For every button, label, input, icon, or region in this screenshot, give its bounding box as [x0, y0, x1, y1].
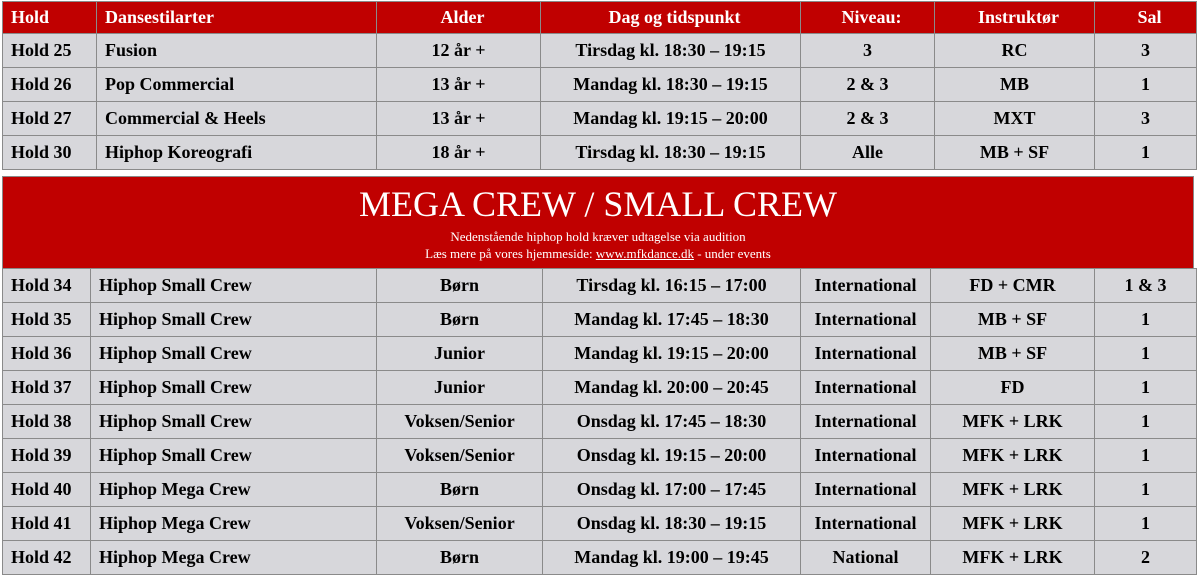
- table-row: [3, 439, 1197, 473]
- cell-time: Tirsdag kl. 16:15 – 17:00: [543, 269, 801, 303]
- cell-instructor: MFK + LRK: [931, 541, 1095, 575]
- cell-time: Tirsdag kl. 18:30 – 19:15: [541, 136, 801, 170]
- cell-time: Mandag kl. 20:00 – 20:45: [543, 371, 801, 405]
- cell-time: Onsdag kl. 18:30 – 19:15: [543, 507, 801, 541]
- header-age: Alder: [377, 2, 541, 34]
- cell-age: Voksen/Senior: [377, 507, 543, 541]
- cell-instructor: MFK + LRK: [931, 473, 1095, 507]
- cell-hold: Hold 36: [3, 337, 91, 371]
- mega-small-crew-banner: [2, 176, 1194, 269]
- cell-room: 1: [1095, 136, 1197, 170]
- cell-style: Hiphop Mega Crew: [91, 541, 377, 575]
- cell-level: International: [801, 303, 931, 337]
- table-row: [3, 473, 1197, 507]
- cell-time: Mandag kl. 18:30 – 19:15: [541, 68, 801, 102]
- cell-age: 18 år +: [377, 136, 541, 170]
- cell-style: Hiphop Small Crew: [91, 405, 377, 439]
- cell-hold: Hold 35: [3, 303, 91, 337]
- header-instructor: Instruktør: [935, 2, 1095, 34]
- cell-time: Mandag kl. 17:45 – 18:30: [543, 303, 801, 337]
- header-day-time: Dag og tidspunkt: [541, 2, 801, 34]
- schedule-table-bottom: [2, 268, 1197, 575]
- banner-website-suffix: - under events: [693, 246, 771, 261]
- table-row: [3, 34, 1197, 68]
- cell-style: Hiphop Koreografi: [97, 136, 377, 170]
- banner-audition-note: Nedenstående hiphop hold kræver udtagelse via audition: [450, 229, 746, 244]
- cell-instructor: MB + SF: [931, 337, 1095, 371]
- cell-level: International: [801, 371, 931, 405]
- cell-hold: Hold 42: [3, 541, 91, 575]
- cell-time: Onsdag kl. 17:00 – 17:45: [543, 473, 801, 507]
- table-row: [3, 541, 1197, 575]
- table-row: [3, 303, 1197, 337]
- cell-time: Tirsdag kl. 18:30 – 19:15: [541, 34, 801, 68]
- table-row: [3, 337, 1197, 371]
- cell-instructor: MFK + LRK: [931, 405, 1095, 439]
- cell-hold: Hold 40: [3, 473, 91, 507]
- cell-age: Børn: [377, 269, 543, 303]
- cell-age: 12 år +: [377, 34, 541, 68]
- cell-room: 1: [1095, 439, 1197, 473]
- table-row: [3, 371, 1197, 405]
- cell-time: Mandag kl. 19:15 – 20:00: [543, 337, 801, 371]
- cell-room: 1: [1095, 68, 1197, 102]
- header-row: [3, 2, 1197, 34]
- cell-style: Commercial & Heels: [97, 102, 377, 136]
- banner-website-note: [3, 245, 1193, 262]
- table-row: [3, 136, 1197, 170]
- cell-style: Hiphop Small Crew: [91, 439, 377, 473]
- cell-age: Voksen/Senior: [377, 405, 543, 439]
- cell-instructor: RC: [935, 34, 1095, 68]
- cell-level: Alle: [801, 136, 935, 170]
- cell-level: 3: [801, 34, 935, 68]
- cell-style: Hiphop Small Crew: [91, 337, 377, 371]
- cell-instructor: MFK + LRK: [931, 507, 1095, 541]
- cell-style: Pop Commercial: [97, 68, 377, 102]
- cell-instructor: MFK + LRK: [931, 439, 1095, 473]
- schedule-table-top: [2, 1, 1197, 170]
- cell-style: Hiphop Small Crew: [91, 269, 377, 303]
- cell-style: Hiphop Small Crew: [91, 371, 377, 405]
- cell-hold: Hold 25: [3, 34, 97, 68]
- cell-level: 2 & 3: [801, 102, 935, 136]
- cell-room: 3: [1095, 102, 1197, 136]
- banner-title: MEGA CREW / SMALL CREW: [358, 184, 838, 224]
- cell-level: International: [801, 269, 931, 303]
- cell-age: Børn: [377, 541, 543, 575]
- cell-room: 1: [1095, 473, 1197, 507]
- cell-age: 13 år +: [377, 102, 541, 136]
- cell-level: International: [801, 337, 931, 371]
- header-style: Dansestilarter: [97, 2, 377, 34]
- cell-hold: Hold 39: [3, 439, 91, 473]
- cell-room: 1: [1095, 337, 1197, 371]
- cell-hold: Hold 27: [3, 102, 97, 136]
- cell-instructor: FD: [931, 371, 1095, 405]
- cell-level: International: [801, 439, 931, 473]
- cell-hold: Hold 26: [3, 68, 97, 102]
- cell-style: Hiphop Mega Crew: [91, 473, 377, 507]
- cell-instructor: FD + CMR: [931, 269, 1095, 303]
- cell-level: International: [801, 405, 931, 439]
- cell-time: Mandag kl. 19:15 – 20:00: [541, 102, 801, 136]
- cell-room: 3: [1095, 34, 1197, 68]
- cell-age: Børn: [377, 473, 543, 507]
- cell-level: International: [801, 507, 931, 541]
- cell-hold: Hold 38: [3, 405, 91, 439]
- cell-time: Mandag kl. 19:00 – 19:45: [543, 541, 801, 575]
- table-row: [3, 405, 1197, 439]
- cell-room: 1: [1095, 507, 1197, 541]
- cell-room: 2: [1095, 541, 1197, 575]
- cell-style: Fusion: [97, 34, 377, 68]
- header-level: Niveau:: [801, 2, 935, 34]
- header-hold: Hold: [3, 2, 97, 34]
- cell-age: Junior: [377, 337, 543, 371]
- cell-time: Onsdag kl. 19:15 – 20:00: [543, 439, 801, 473]
- cell-hold: Hold 30: [3, 136, 97, 170]
- cell-style: Hiphop Small Crew: [91, 303, 377, 337]
- table-row: [3, 102, 1197, 136]
- cell-age: Børn: [377, 303, 543, 337]
- cell-time: Onsdag kl. 17:45 – 18:30: [543, 405, 801, 439]
- cell-level: International: [801, 473, 931, 507]
- cell-room: 1 & 3: [1095, 269, 1197, 303]
- cell-age: 13 år +: [377, 68, 541, 102]
- cell-hold: Hold 41: [3, 507, 91, 541]
- cell-age: Junior: [377, 371, 543, 405]
- banner-website-prefix: Læs mere på vores hjemmeside:: [425, 246, 596, 261]
- cell-age: Voksen/Senior: [377, 439, 543, 473]
- cell-instructor: MB: [935, 68, 1095, 102]
- cell-room: 1: [1095, 405, 1197, 439]
- table-row: [3, 507, 1197, 541]
- cell-instructor: MB + SF: [931, 303, 1095, 337]
- table-row: [3, 269, 1197, 303]
- cell-hold: Hold 37: [3, 371, 91, 405]
- cell-level: 2 & 3: [801, 68, 935, 102]
- website-link[interactable]: www.mfkdance.dk: [595, 246, 694, 261]
- cell-level: National: [801, 541, 931, 575]
- cell-style: Hiphop Mega Crew: [91, 507, 377, 541]
- table-row: [3, 68, 1197, 102]
- cell-instructor: MXT: [935, 102, 1095, 136]
- cell-room: 1: [1095, 303, 1197, 337]
- header-room: Sal: [1095, 2, 1197, 34]
- cell-room: 1: [1095, 371, 1197, 405]
- cell-instructor: MB + SF: [935, 136, 1095, 170]
- cell-hold: Hold 34: [3, 269, 91, 303]
